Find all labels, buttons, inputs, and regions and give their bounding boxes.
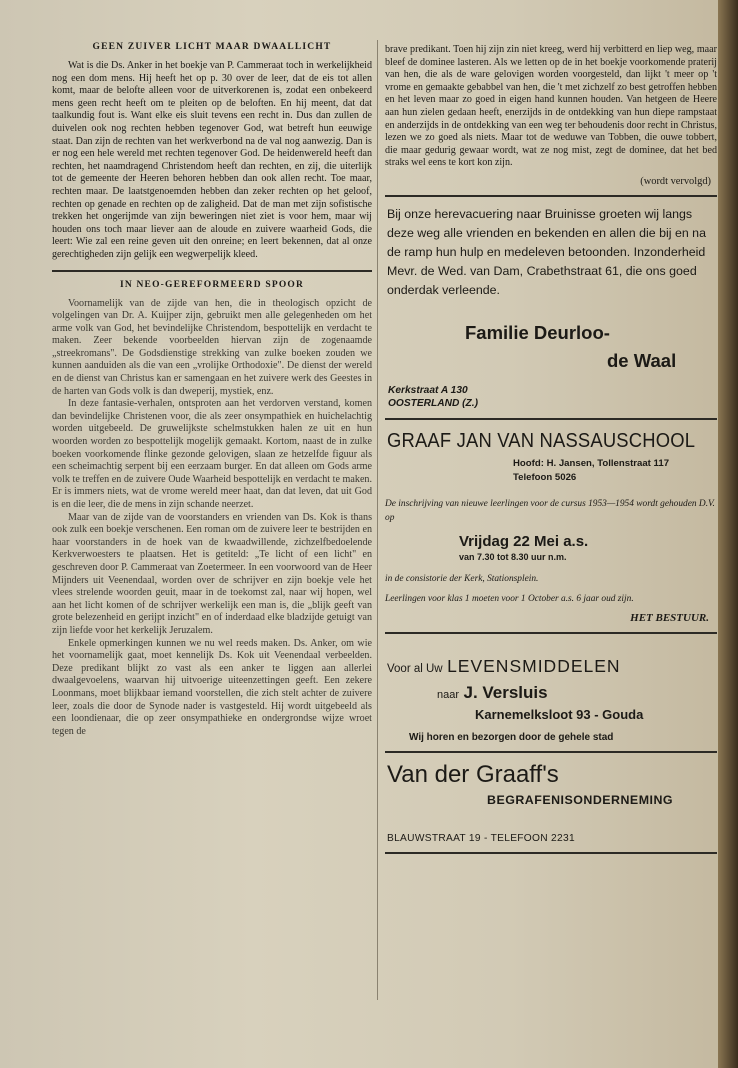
section-divider [385,751,717,753]
school-note: Leerlingen voor klas 1 moeten voor 1 October a.s. 6 jaar oud zijn. [385,593,634,604]
section-divider [385,632,717,634]
family-address [388,384,717,410]
school-head: Hoofd: H. Jansen, Tollenstraat 117 [513,457,670,469]
column-rule [377,40,378,1000]
section-divider [52,270,372,272]
school-phone: Telefoon 5026 [513,471,577,483]
section-divider [385,852,717,854]
school-signoff: HET BESTUUR. [630,611,709,624]
grocer-address: Karnemelksloot 93 - Gouda [475,706,644,722]
left-column [52,40,372,738]
grocer-name-line [437,683,717,703]
undertaker-type: BEGRAFENISONDERNEMING [487,792,674,807]
article2-paragraph: In deze fantasie-verhalen, ontsproten aan het verdorven verstand, komen dan bevindelijke Christenen voor, die als zeer onsympathiek en huichelachtig worden uitgebeeld. De gruwelijkste schelmstukken halen ze uit en hun woorden worden zo bespottelijk mogelijk gemaakt. Kortom, naast de in zulke boeken voorkomende flinke gezonde gelovigen, slaan ze hetzelfde figuur als een scheimachtig serpent bij een eerzaam burger. En dat alleen om Gods arme volk te treffen en de zuivere Oude Waarheid bespottelijk en verdacht te maken. Er is immers niets, wat de vrome wereld meer haat, dan dat leven, dat uit God is en die leer, die de mens in zijn schande neerzet. [52,398,372,510]
page-edge [718,0,738,1068]
section-divider [385,418,717,420]
section-divider [385,195,717,197]
grocer-naar: naar [437,688,460,701]
family-street: Kerkstraat A 130 [388,384,468,396]
article2-title: IN NEO-GEREFORMEERD SPOOR [119,279,305,290]
undertaker-address: BLAUWSTRAAT 19 - TELEFOON 2231 [387,832,575,844]
undertaker-name: Van der Graaff's [387,760,559,788]
article2-paragraph: Voornamelijk van de zijde van hen, die in theologisch opzicht de volgelingen van Dr. A. Kuijper zijn, gebruikt men alle gelegenheden om het arme volk van God, het bevindelijke Christendom, bespottelijk en verdacht te maken. Zeer bekende voorbeelden hiervan zijn de zogenaamde „streekromans". De Godsdienstige strekking van zulke boeken zouden we kunnen aanduiden als die van een „vrolijke Orthodoxie". De dienst der wereld en de dienst van Christus kan er samengaan en het zuivere werk des Geestes in de harten van Gods volk is dan dweperij, mystiek, enz. [52,297,372,397]
right-column [385,44,717,862]
school-location: in de consistorie der Kerk, Stationsplein. [385,573,539,584]
article1-title: GEEN ZUIVER LICHT MAAR DWAALLICHT [92,42,332,52]
school-time: van 7.30 tot 8.30 uur n.m. [459,551,567,562]
continued-note: (wordt vervolgd) [640,175,711,187]
grocer-pre: Voor al Uw [387,662,443,675]
family-name-line1: Familie Deurloo- [465,321,610,343]
article1-paragraph: Wat is die Ds. Anker in het boekje van P. Cammeraat toch in werkelijkheid nog een dom mens. Hij heeft het op p. 30 over de leer, dat de eis tot allen komt, maar de belofte alleen voor de uitverkorenen is, zodat een onbekeerd mens geen recht heeft om te pleiten op de beloften. En hij meent, dat dat taalkundig fout is. Want elke eis sluit tevens een recht in. Dus dan zullen de duivelen ook nog rechten hebben tegenover God, wat betreft hun eeuwige staat. Dan zijn de rechten van het werkverbond na de val nog aanwezig. Dan is er nog een hele wereld met rechten tegenover God. De heidenwereld heeft dan rechten, het naamdragend Christendom heeft dan rechten, en zij, die uiterlijk tot de gemeente der Heeren behoren hebben dan ook allen recht. Toe maar, rechten maar. De laatstgenoemden hebben dan zeker rechten op het geloof, rechten op genade en rechten op de zaligheid. Dat de man met zijn sofistische trekken het ongerijmde van zijn beweringen niet ziet is voor hem, maar wij houden ons toch maar liever aan de aloude en zuivere waarheid Gods, die leert: Wie zal een reine geven uit den onreine; en leert bekennen, dat al onze gerechtigheden zijn gelijk een wegwerpelijk kleed. [52,60,372,260]
family-name-line2: de Waal [607,349,677,371]
school-date: Vrijdag 22 Mei a.s. [459,532,589,550]
grocer-tagline: Wij horen en bezorgen door de gehele stad [409,731,614,743]
school-name: GRAAF JAN VAN NASSAUSCHOOL [387,429,696,452]
article2-paragraph: Enkele opmerkingen kunnen we nu wel reeds maken. Ds. Anker, om wie het voornamelijk gaat, moet kennelijk Ds. Kok uit Veenendaal verbeelden. Deze predikant blijkt zo vast als een anker te liggen aan allerlei dwaalgevoelens, waarvan hij uitvoerige uiteenzettingen geeft. Een zekere Loonmans, moet blijkbaar iemand voorstellen, die zich stelt achter de zuivere leer, zoals die door de Synode nader is vastgesteld. Hij wordt uitgebeeld als een loondienaar, die op zeer onsympathieke en ondergrondse wijze wroet tegen de [52,637,372,737]
family-notice: Bij onze herevacuering naar Bruinisse groeten wij langs deze weg alle vrienden en bekenden en allen die bij en na de ramp hun hulp en medeleven betoonden. Inzonderheid Mevr. de Wed. van Dam, Crabethstraat 61, die ons goed onderdak verleende. [387,206,706,297]
school-announcement: De inschrijving van nieuwe leerlingen voor de cursus 1953—1954 wordt gehouden D.V. op [385,498,715,523]
article-continuation: brave predikant. Toen hij zijn zin niet kreeg, werd hij verbitterd en liep weg, maar bleef de dominee lasteren. Als we letten op de in het boekje voorkomende praterij van hen, die als de ware gelovigen worden voorgesteld, dan lijkt 't meer op 't vrome en gemaakte gebabbel van hen, die 't met zichzelf zo best getroffen hebben en het leven maar zo goed in eigen hand kunnen houden. Van hetgeen de Heere aan hun zielen gedaan heeft, enerzijds in de ontdekking van hun diepe rampstaat en anderzijds in de ontdekking van een weg ter behoudenis door recht in Christus, lezen we zo goed als niets. Maar tot de weduwe van Tobben, die ouwe tobbert, die maar gedurig gewaar wordt, wat ze nog mist, zegt de dominee, dat het bed straks wel eens te kort kon zijn. [385,44,717,169]
grocer-big: LEVENSMIDDELEN [447,655,621,676]
grocer-headline [387,656,717,677]
family-town: OOSTERLAND (Z.) [388,397,478,409]
article2-paragraph: Maar van de zijde van de voorstanders en vrienden van Ds. Kok is thans ook zulk een boekje verschenen. Een roman om de zuivere leer te bestrijden en haar voorstanders in de hoek van de kwaadwillende, zichzelfbedoelende Kerkverwoesters te plaatsen. Het is getiteld: „Te licht of een licht" en geschreven door P. Cammeraat van Zoetermeer. In een voorwoord van de Heer Mijnders uit Veenendaal, worden over de schrijver en zijn boekje vele het vlees strelende woorden geuit, maar in de toekomst zal, naar wij hopen, wel aan het licht komen of de schrijver werkelijk een man is, die „blijk geeft van grote belezenheid en gerijpt inzicht" en of inderdaad elke bladzijde getuigt van zijn liefde voor het kerkelijk Jeruzalem. [52,511,372,636]
grocer-name: J. Versluis [463,682,548,702]
